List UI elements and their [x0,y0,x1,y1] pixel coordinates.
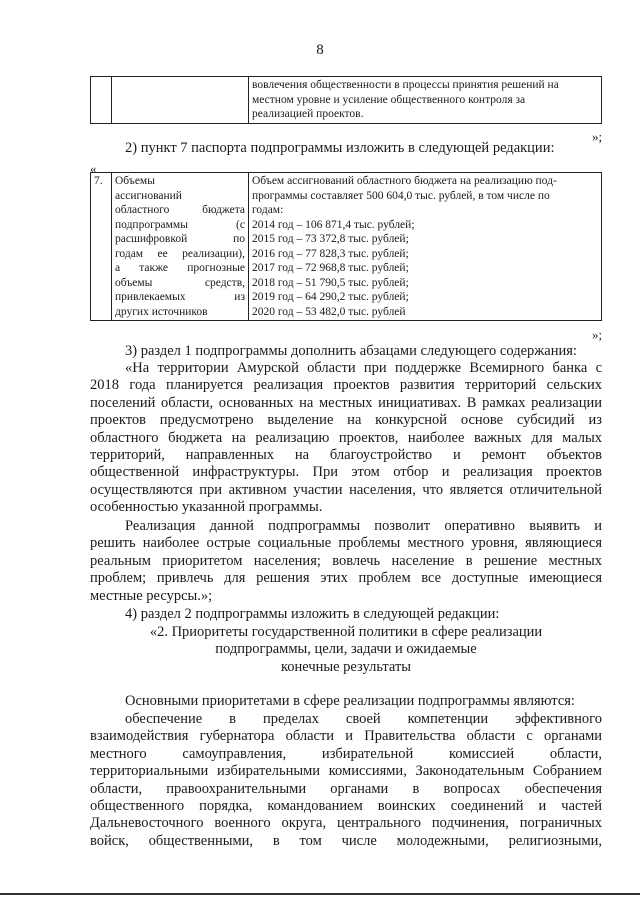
paragraph-line: «На территории Амурской области при поддержке Всемирного банка с [125,360,602,376]
table-empty-cell-2 [112,77,249,124]
table-line: расшифровкой по [115,233,245,245]
quote-close: »; [592,129,603,144]
table-line: вовлечения общественности в процессы принятия решений на [252,79,559,91]
paragraph-line: реальным приоритетом населения; вовлечь население в решение местных [90,552,602,569]
paragraph-line: осуществляются при активном участии населения, что является отличительной [90,481,602,498]
paragraph-line: 2018 года планируется реализация проектов развития территорий сельских [90,377,602,394]
table-line: Объемы [115,175,155,187]
paragraph-line: территорий, направленных на благоустройство и ремонт объектов [90,447,602,464]
paragraph-line: общественной инфраструктуры. При этом отбор и реализация проектов [90,464,602,481]
heading-line: «2. Приоритеты государственной политики в сфере реализации [149,624,543,640]
paragraph-line: Реализация данной подпрограммы позволит оперативно выявить и [125,518,602,534]
table-line: 2015 год – 73 372,8 тыс. рублей; [252,233,409,245]
paragraph-line: решить наиболее острые социальные проблемы местного уровня, являющиеся [90,535,602,552]
page-number: 8 [316,42,324,58]
paragraph-line: взаимодействия губернатора области и Правительства области с органами [90,728,602,745]
table-line: 2019 год – 64 290,2 тыс. рублей; [252,291,409,303]
paragraph-line: Дальневосточного военного округа, центрального подчинения, пограничных [90,815,602,832]
table-line: годам: [252,204,284,216]
paragraph-line: проектов предусмотрено выделение на конкурсной основе субсидий из [90,412,602,429]
table-line: Объем ассигнований областного бюджета на реализацию под- [252,175,557,187]
paragraph-3: Основными приоритетами в сфере реализации подпрограммы являются: [125,693,575,709]
heading-line: конечные результаты [280,658,412,675]
paragraph-line: местные ресурсы.»; [90,587,213,604]
table-line: 2018 год – 51 790,5 тыс. рублей; [252,276,409,289]
table-value-cell [249,173,602,321]
paragraph-line: области, правоохранительными органами в вопросах обеспечения [90,780,602,797]
paragraph-2 [90,518,602,605]
item-3: 3) раздел 1 подпрограммы дополнить абзацами следующего содержания: [125,343,577,359]
table-line: местном уровне и усиление общественного контроля за [252,93,526,106]
table-passport [90,172,602,321]
paragraph-line: проблем; привлечь для решения этих проблем все доступные имеющиеся [90,570,602,587]
table-line: других источников [115,305,208,318]
paragraph-1 [90,360,602,517]
table-number-cell: 7. [91,173,112,321]
paragraph-line: местного самоуправления, избирательной комиссией области, [90,745,602,762]
table-line: подпрограммы (с [115,218,245,231]
paragraph-line: обеспечение в пределах своей компетенции эффективного [125,711,602,727]
item-4: 4) раздел 2 подпрограммы изложить в следующей редакции: [125,606,500,622]
table-line: 2014 год – 106 871,4 тыс. рублей; [252,218,415,231]
section-heading [90,624,602,676]
table-continuation [90,76,602,124]
item-2: 2) пункт 7 паспорта подпрограммы изложить в следующей редакции: [125,140,555,156]
table-line: областного бюджета [115,204,245,216]
paragraph-4 [90,711,602,850]
paragraph-line: особенностью указанной программы. [90,499,323,516]
paragraph-line: общественного порядка, командованием воинских соединений и частей [90,798,602,815]
table-line: 2020 год – 53 482,0 тыс. рублей [252,305,406,318]
table-line: объемы средств, [115,276,245,289]
table-line: программы составляет 500 604,0 тыс. рублей, в том числе по [252,189,550,202]
table-line: привлекаемых из [115,291,245,303]
table-text-cell [249,77,602,124]
table-line: ассигнований [115,189,182,202]
table-label-cell [112,173,249,321]
table-line: годам ее реализации), [115,247,245,260]
quote-close: »; [592,327,603,342]
table-line: 2017 год – 72 968,8 тыс. рублей; [252,262,409,274]
table-line: реализацией проектов. [252,108,364,120]
paragraph-line: войск, общественными, в том числе молодежными, религиозными, [90,832,602,849]
table-empty-cell-1 [91,77,112,124]
table-line: 2016 год – 77 828,3 тыс. рублей; [252,247,409,260]
paragraph-line: областного бюджета на реализацию проектов, наиболее важных для малых [90,429,602,446]
quote-open: « [90,161,97,176]
paragraph-line: территориальными избирательными комиссиями, Законодательным Собранием [90,763,602,780]
heading-line: подпрограммы, цели, задачи и ожидаемые [215,641,477,658]
scan-edge-line [0,893,640,895]
table-line: а также прогнозные [115,262,245,274]
paragraph-line: поселений области, основанных на местных инициативах. В рамках реализации [90,394,602,411]
